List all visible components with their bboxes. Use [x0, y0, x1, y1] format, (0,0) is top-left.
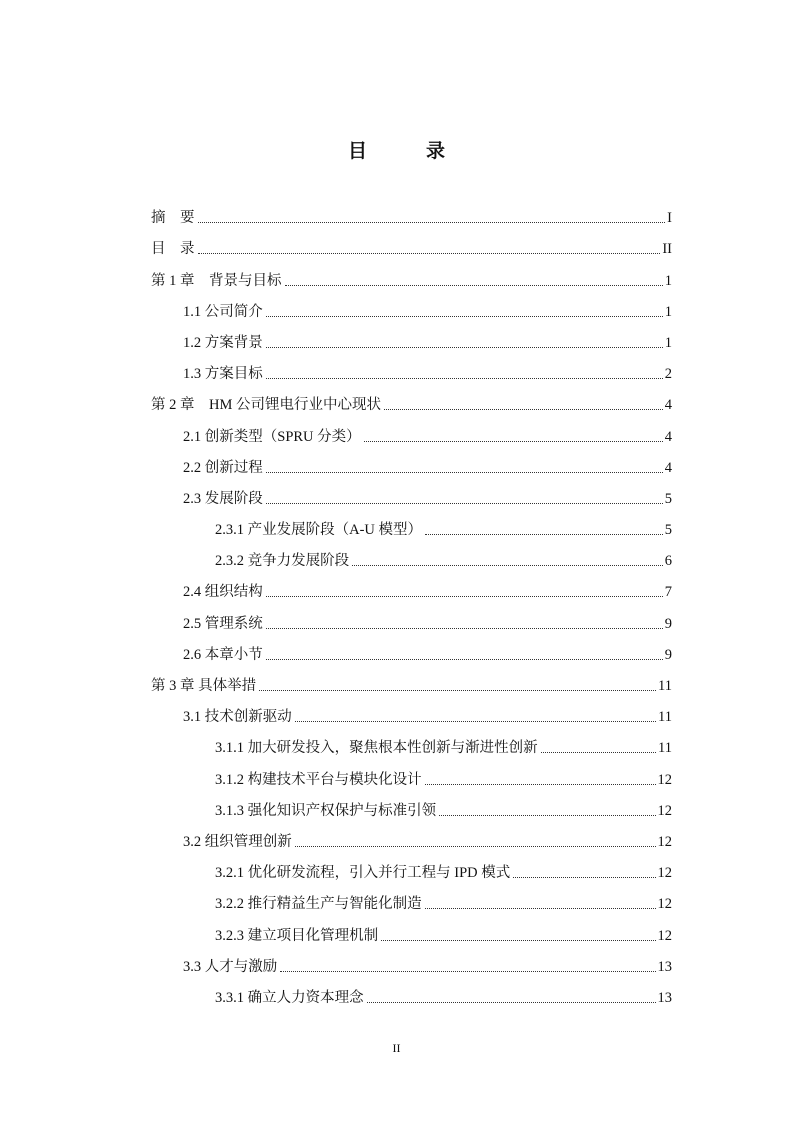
toc-entry-label: 2.6 本章小节	[183, 646, 263, 663]
toc-entry-label: 3.1 技术创新驱动	[183, 709, 292, 726]
dot-leader	[266, 503, 663, 504]
toc-entry-label: 3.1.2 构建技术平台与模块化设计	[215, 771, 422, 788]
toc-entry[interactable]	[151, 822, 672, 853]
toc-entry[interactable]	[151, 791, 672, 822]
toc-entry-label: 3.2.1 优化研发流程，引入并行工程与 IPD 模式	[215, 865, 511, 882]
dot-leader	[280, 971, 655, 972]
toc-entry-label: 2.2 创新过程	[183, 459, 263, 476]
toc-entry-page: 12	[657, 833, 672, 850]
toc-entry-page: 11	[658, 678, 672, 694]
toc-entry[interactable]	[151, 385, 672, 416]
dot-leader	[198, 253, 661, 254]
toc-entry-page: 1	[664, 334, 672, 351]
toc-entry[interactable]	[151, 947, 672, 978]
toc-entry-page: 1	[664, 303, 672, 320]
dot-leader	[367, 1002, 656, 1003]
toc-entry-page: 1	[664, 272, 672, 289]
toc-entry-page: 12	[657, 771, 672, 788]
toc-entry-label: 3.1.3 强化知识产权保护与标准引领	[215, 802, 437, 819]
toc-entry-label: 2.3.1 产业发展阶段（A-U 模型）	[215, 522, 423, 539]
toc-entry-label: 3.3.1 确立人力资本理念	[215, 989, 364, 1006]
toc-entry-label: 1.2 方案背景	[183, 334, 263, 351]
toc-entry-page: 9	[664, 646, 672, 663]
toc-entry-page: 2	[664, 366, 672, 383]
toc-entry-label: 3.2.2 推行精益生产与智能化制造	[215, 896, 422, 913]
toc-entry-label: 1.1 公司简介	[183, 303, 263, 320]
page-number: II	[392, 1041, 401, 1055]
dot-leader	[425, 534, 663, 535]
toc-entry-page: 4	[664, 428, 672, 445]
toc-entry-page: 5	[664, 522, 672, 539]
toc-entry[interactable]	[151, 448, 672, 479]
toc-entry-page: 4	[664, 397, 672, 414]
dot-leader	[266, 347, 663, 348]
toc-entry-page: 6	[664, 553, 672, 570]
toc-entry[interactable]	[151, 292, 672, 323]
toc-entry-label: 目 录	[151, 241, 195, 258]
toc-entry[interactable]	[151, 853, 672, 884]
toc-entry-label: 2.3 发展阶段	[183, 490, 263, 507]
toc-entry[interactable]	[151, 697, 672, 728]
toc-entry-label: 2.5 管理系统	[183, 615, 263, 632]
toc-entry[interactable]	[151, 603, 672, 634]
toc-entry[interactable]	[151, 728, 672, 759]
dot-leader	[266, 628, 663, 629]
toc-entry[interactable]	[151, 572, 672, 603]
toc-entry-page: 11	[658, 740, 672, 757]
dot-leader	[425, 784, 656, 785]
toc-entry-page: 5	[664, 490, 672, 507]
toc-entry-label: 2.3.2 竞争力发展阶段	[215, 553, 350, 570]
toc-entry-label: 1.3 方案目标	[183, 366, 263, 383]
toc-entry[interactable]	[151, 541, 672, 572]
toc-entry-label: 3.3 人才与激励	[183, 958, 278, 975]
dot-leader	[295, 846, 656, 847]
dot-leader	[352, 565, 663, 566]
toc-entry[interactable]	[151, 229, 672, 260]
toc-entry-label: 2.4 组织结构	[183, 584, 263, 601]
toc-entry-page: 12	[657, 896, 672, 913]
toc-entry[interactable]	[151, 884, 672, 915]
toc-entry-label: 2.1 创新类型（SPRU 分类）	[183, 428, 361, 445]
dot-leader	[285, 285, 663, 286]
toc-entry-label: 第 3 章 具体举措	[151, 678, 257, 694]
toc-entry[interactable]	[151, 479, 672, 510]
toc-entry[interactable]	[151, 666, 672, 697]
toc-entry-page: II	[662, 241, 672, 258]
table-of-contents	[151, 198, 672, 1009]
toc-entry[interactable]	[151, 260, 672, 291]
toc-entry-label: 3.2 组织管理创新	[183, 833, 292, 850]
dot-leader	[381, 940, 655, 941]
dot-leader	[266, 596, 663, 597]
dot-leader	[295, 721, 656, 722]
dot-leader	[259, 690, 656, 691]
dot-leader	[266, 472, 663, 473]
toc-entry[interactable]	[151, 759, 672, 790]
dot-leader	[439, 815, 655, 816]
toc-entry-label: 第 1 章 背景与目标	[151, 272, 282, 289]
toc-entry-label: 摘 要	[151, 210, 195, 227]
toc-entry[interactable]	[151, 323, 672, 354]
toc-entry[interactable]	[151, 510, 672, 541]
toc-entry-page: 13	[657, 989, 672, 1006]
toc-entry-label: 3.2.3 建立项目化管理机制	[215, 927, 379, 944]
toc-entry-page: 13	[657, 958, 672, 975]
toc-entry[interactable]	[151, 416, 672, 447]
toc-entry-page: 11	[658, 709, 672, 726]
toc-entry-label: 第 2 章 HM 公司锂电行业中心现状	[151, 397, 381, 414]
page-title: 目 录	[347, 141, 465, 162]
toc-entry-page: 12	[657, 865, 672, 882]
toc-entry-page: 12	[657, 927, 672, 944]
dot-leader	[513, 877, 655, 878]
toc-entry[interactable]	[151, 198, 672, 229]
dot-leader	[266, 316, 663, 317]
dot-leader	[541, 752, 656, 753]
toc-entry-page: 4	[664, 459, 672, 476]
toc-entry[interactable]	[151, 978, 672, 1009]
dot-leader	[425, 908, 656, 909]
dot-leader	[364, 441, 663, 442]
toc-entry-label: 3.1.1 加大研发投入，聚焦根本性创新与渐进性创新	[215, 740, 538, 757]
toc-entry-page: 12	[657, 802, 672, 819]
toc-entry[interactable]	[151, 915, 672, 946]
dot-leader	[266, 378, 663, 379]
toc-entry-page: I	[667, 210, 672, 227]
dot-leader	[198, 222, 666, 223]
toc-entry[interactable]	[151, 635, 672, 666]
toc-entry-page: 9	[664, 615, 672, 632]
dot-leader	[266, 659, 663, 660]
dot-leader	[384, 409, 663, 410]
toc-entry-page: 7	[664, 584, 672, 601]
toc-entry[interactable]	[151, 354, 672, 385]
